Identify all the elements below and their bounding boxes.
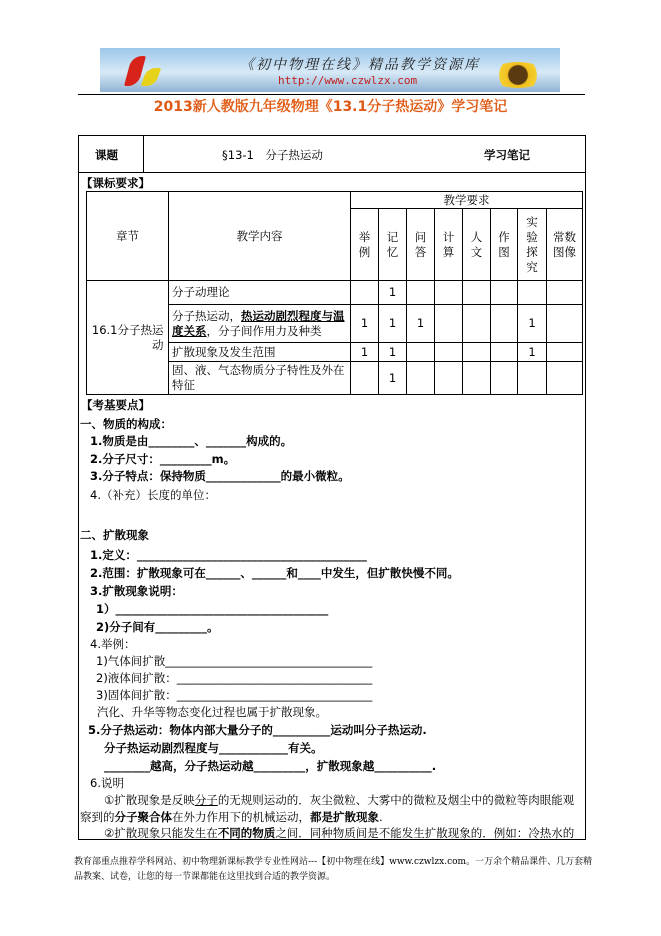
fill-line: 3.扩散现象说明：	[90, 584, 183, 598]
mark-cell	[407, 281, 435, 305]
mark-cell	[351, 281, 379, 305]
fill-line: 分子热运动剧烈程度与____________有关。	[104, 741, 323, 755]
mark-cell: 1	[379, 362, 407, 395]
explanation-line: 察到的分子聚合体在外力作用下的机械运动，都是扩散现象.	[80, 810, 383, 824]
mark-cell: 1	[407, 305, 435, 343]
req-col: 计算	[435, 209, 463, 281]
mark-cell	[491, 343, 518, 362]
banner-url[interactable]: http://www.czwlzx.com	[278, 74, 418, 87]
req-col: 作图	[491, 209, 518, 281]
document-title: 2013新人教版九年级物理《13.1分子热运动》学习笔记	[153, 99, 508, 115]
curriculum-heading: 【课标要求】	[81, 176, 150, 190]
header-rule	[78, 94, 585, 95]
section-heading: 二、扩散现象	[80, 528, 149, 542]
topic-label: 课题	[95, 148, 118, 162]
mark-cell: 1	[351, 343, 379, 362]
header-row-divider	[78, 172, 586, 173]
mark-cell	[463, 281, 491, 305]
topic-value: §13-1 分子热运动	[222, 148, 323, 162]
fill-line: 1)气体间扩散____________________________________	[96, 654, 373, 668]
fill-line: 1.物质是由________、_______构成的。	[90, 434, 293, 448]
mark-cell	[547, 362, 583, 395]
mark-cell	[518, 362, 547, 395]
mark-cell	[518, 281, 547, 305]
banner-title: 《初中物理在线》精品教学资源库	[240, 57, 480, 73]
mark-cell	[491, 305, 518, 343]
mark-cell	[407, 362, 435, 395]
mark-cell	[463, 362, 491, 395]
col-chapter: 章节	[87, 192, 169, 281]
fill-line: 4.举例：	[90, 637, 136, 651]
fill-line: 3.分子特点：保持物质_____________的最小微粒。	[90, 469, 350, 483]
col-requirements: 教学要求	[351, 192, 583, 209]
logo-icon-secondary	[141, 68, 162, 86]
mark-cell	[435, 343, 463, 362]
mark-cell	[491, 281, 518, 305]
mark-cell	[435, 305, 463, 343]
fill-line: 5.分子热运动：物体内部大量分子的__________运动叫分子热运动.	[88, 723, 427, 737]
section-heading: 一、物质的构成：	[80, 417, 172, 431]
header-col-divider	[143, 135, 144, 172]
content-cell: 扩散现象及发生范围	[169, 343, 351, 362]
fill-line: 2)分子间有_________。	[96, 620, 219, 634]
req-col: 常数图像	[547, 209, 583, 281]
mark-cell	[463, 343, 491, 362]
content-cell: 分子热运动，热运动剧烈程度与温度关系，分子间作用力及种类	[169, 305, 351, 343]
page-footer: 教育部重点推荐学科网站、初中物理新课标教学专业性网站---【初中物理在线】www.czwlzx.com。一万余个精品课件、几万套精品教案、试卷，让您的每一节课都能在这里找到合适的教学资源。	[74, 857, 593, 882]
fill-line: 2)液体间扩散：__________________________________	[96, 671, 373, 685]
fill-line: ________越高，分子热运动越_________，扩散现象越__________.	[104, 759, 437, 773]
mark-cell	[547, 343, 583, 362]
mark-cell: 1	[518, 343, 547, 362]
req-col: 举例	[351, 209, 379, 281]
content-cell: 固、液、气态物质分子特性及外在特征	[169, 362, 351, 395]
fill-line: 2.范围：扩散现象可在______、______和____中发生，但扩散快慢不同。	[90, 566, 459, 580]
note-line: 汽化、升华等物态变化过程也属于扩散现象。	[97, 705, 327, 719]
mark-cell	[435, 362, 463, 395]
mark-cell	[351, 362, 379, 395]
content-cell: 分子动理论	[169, 281, 351, 305]
mark-cell	[547, 305, 583, 343]
mark-cell: 1	[379, 343, 407, 362]
req-col: 问答	[407, 209, 435, 281]
fill-line: 1）_____________________________________	[96, 602, 329, 616]
notes-label: 学习笔记	[484, 148, 530, 162]
chapter-cell: 16.1分子热运动	[87, 281, 169, 395]
req-col: 记忆	[379, 209, 407, 281]
fill-line: 4.（补充）长度的单位：	[90, 488, 216, 502]
fill-line: 6.说明	[90, 776, 124, 790]
mark-cell: 1	[379, 305, 407, 343]
explanation-line: ②扩散现象只能发生在不同的物质之间．同种物质间是不能发生扩散现象的．例如：冷热水的	[104, 826, 575, 840]
keypoints-heading: 【考基要点】	[81, 398, 150, 412]
req-col: 实验探究	[518, 209, 547, 281]
req-col: 人文	[463, 209, 491, 281]
mark-cell	[463, 305, 491, 343]
mark-cell: 1	[351, 305, 379, 343]
site-banner	[100, 48, 560, 92]
fill-line: 1.定义：________________________________________	[90, 548, 367, 562]
fill-line: 2.分子尺寸：_________m。	[90, 452, 236, 466]
mark-cell	[547, 281, 583, 305]
mark-cell	[435, 281, 463, 305]
curriculum-table	[86, 191, 583, 395]
fill-line: 3)固体间扩散：__________________________________	[96, 688, 373, 702]
sunflower-image	[490, 62, 546, 88]
col-content: 教学内容	[169, 192, 351, 281]
mark-cell	[407, 343, 435, 362]
mark-cell	[491, 362, 518, 395]
mark-cell: 1	[379, 281, 407, 305]
explanation-line: ①扩散现象是反映分子的无规则运动的．灰尘微粒、大雾中的微粒及烟尘中的微粒等肉眼能观	[104, 793, 575, 807]
mark-cell: 1	[518, 305, 547, 343]
